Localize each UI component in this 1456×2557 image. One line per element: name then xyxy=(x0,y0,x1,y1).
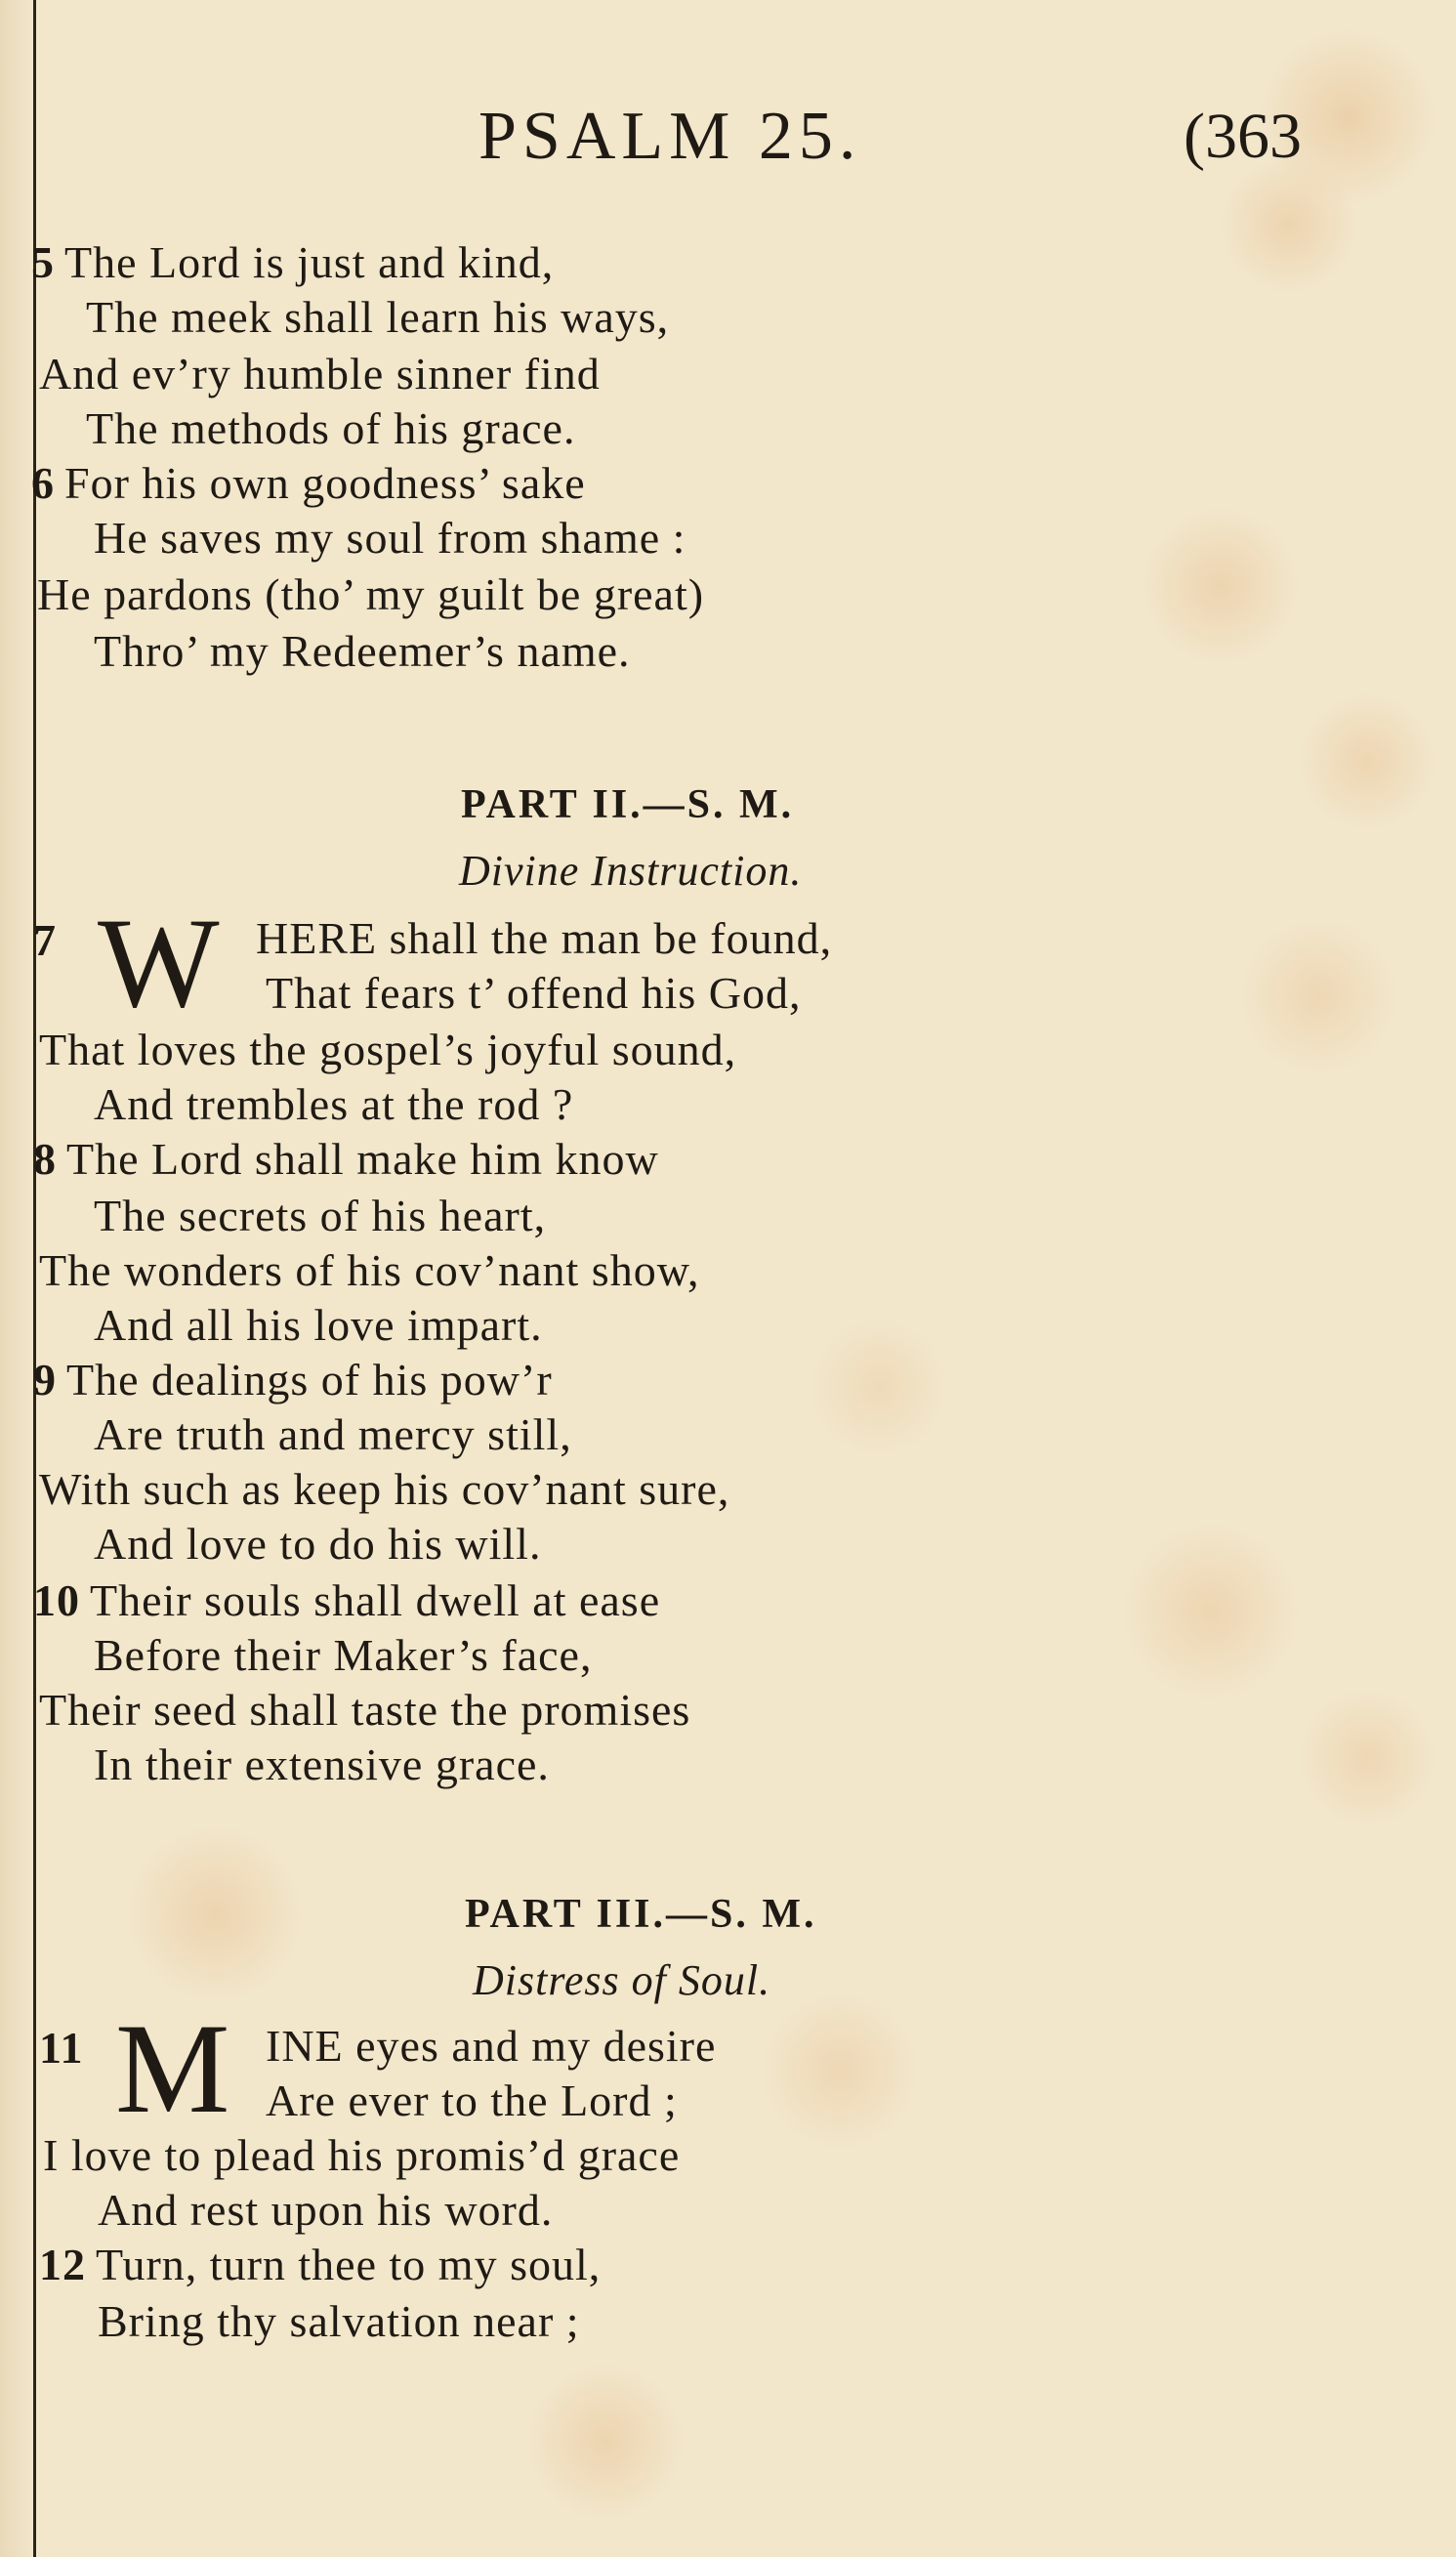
verse-line xyxy=(33,1133,659,1185)
verse-number: 10 xyxy=(33,1575,80,1625)
verse-line: And rest upon his word. xyxy=(98,2185,554,2235)
verse-line xyxy=(31,457,586,509)
verse-number: 6 xyxy=(31,458,55,508)
verse-number: 5 xyxy=(31,237,55,287)
verse-line: Bring thy salvation near ; xyxy=(98,2296,580,2346)
verse-line xyxy=(39,2239,601,2290)
verse-line: HERE shall the man be found, xyxy=(256,913,833,963)
verse-text: The dealings of his pow’r xyxy=(66,1355,553,1404)
verse-text: Turn, turn thee to my soul, xyxy=(96,2240,602,2289)
verse-line: The wonders of his cov’nant show, xyxy=(39,1245,700,1295)
verse-text: For his own goodness’ sake xyxy=(64,458,586,508)
verse-line: The meek shall learn his ways, xyxy=(86,292,670,342)
verse-line: Are truth and mercy still, xyxy=(94,1409,572,1459)
drop-cap-m: M xyxy=(115,1996,230,2140)
verse-line: With such as keep his cov’nant sure, xyxy=(39,1464,730,1514)
verse-line: And trembles at the rod ? xyxy=(94,1079,574,1129)
verse-line xyxy=(33,1574,660,1626)
verse-number-11: 11 xyxy=(39,2023,84,2073)
verse-line: That fears t’ offend his God, xyxy=(266,968,802,1018)
verse-number: 8 xyxy=(33,1134,57,1184)
verse-text: Their souls shall dwell at ease xyxy=(90,1575,661,1625)
verse-line xyxy=(33,1354,553,1405)
verse-line: And all his love impart. xyxy=(94,1300,543,1350)
part-3-heading: PART III.—S. M. xyxy=(465,1892,817,1937)
verse-line: Before their Maker’s face, xyxy=(94,1630,593,1680)
verse-line: Their seed shall taste the promises xyxy=(39,1685,691,1735)
verse-line: The methods of his grace. xyxy=(86,403,576,453)
verse-line: INE eyes and my desire xyxy=(266,2021,717,2071)
verse-number: 12 xyxy=(39,2240,86,2289)
drop-cap-w: W xyxy=(98,891,220,1034)
part-2-heading: PART II.—S. M. xyxy=(461,782,795,827)
part-2-subtitle: Divine Instruction. xyxy=(459,847,803,895)
verse-text: The Lord is just and kind, xyxy=(64,237,555,287)
verse-text: The Lord shall make him know xyxy=(66,1134,659,1184)
verse-number-7: 7 xyxy=(33,915,57,965)
verse-line: That loves the gospel’s joyful sound, xyxy=(39,1025,737,1074)
verse-line: And ev’ry humble sinner find xyxy=(39,349,601,398)
verse-line: He pardons (tho’ my guilt be great) xyxy=(37,569,705,619)
page-number: (363 xyxy=(1184,101,1302,172)
verse-line: Are ever to the Lord ; xyxy=(266,2075,678,2125)
verse-line: The secrets of his heart, xyxy=(94,1191,547,1240)
verse-line: In their extensive grace. xyxy=(94,1740,550,1789)
running-head-title: PSALM 25. xyxy=(478,99,862,174)
verse-line: Thro’ my Redeemer’s name. xyxy=(94,626,631,676)
part-3-subtitle: Distress of Soul. xyxy=(473,1956,771,2004)
verse-line: I love to plead his promis’d grace xyxy=(43,2130,681,2180)
verse-line: And love to do his will. xyxy=(94,1519,542,1569)
verse-number: 9 xyxy=(33,1355,57,1404)
verse-line: He saves my soul from shame : xyxy=(94,513,686,563)
verse-line xyxy=(31,236,554,288)
